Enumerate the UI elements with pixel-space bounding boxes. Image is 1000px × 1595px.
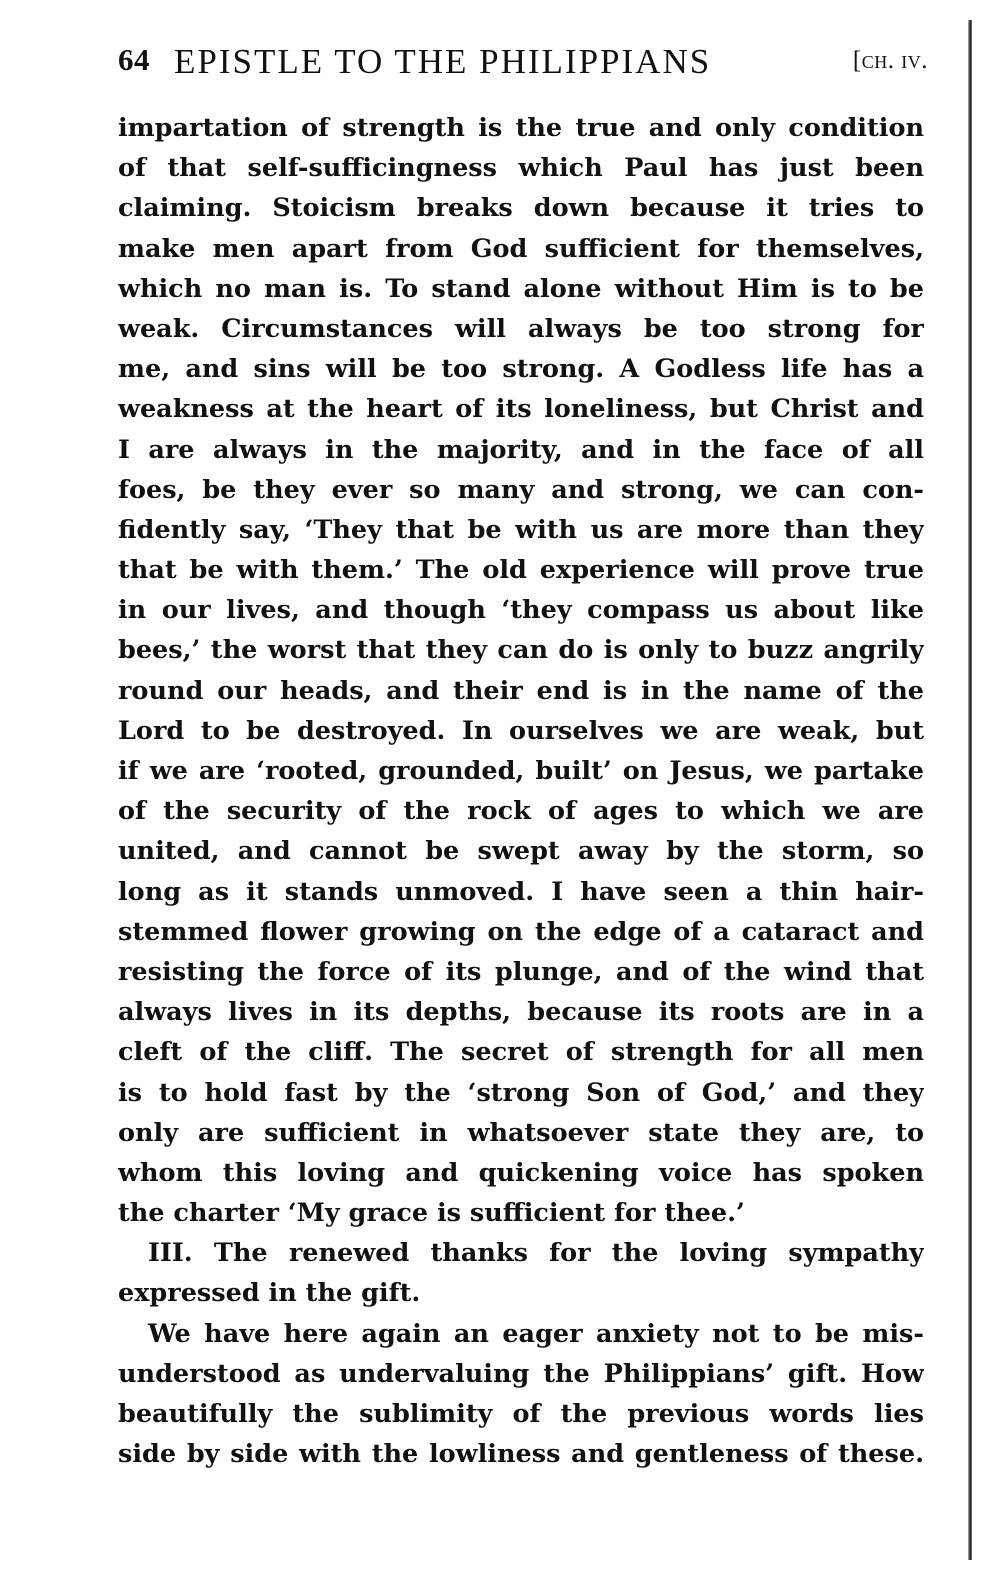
text-line: of the security of the rock of ages to which we are xyxy=(118,796,924,827)
text-line: long as it stands unmoved. I have seen a thin hair- xyxy=(118,876,924,907)
text-line: round our heads, and their end is in the name of the xyxy=(118,675,924,706)
text-line: stemmed flower growing on the edge of a cataract and xyxy=(118,916,924,947)
text-line: that be with them.’ The old experience will prove true xyxy=(118,555,924,586)
text-line: weakness at the heart of its loneliness, but Christ and xyxy=(118,394,924,425)
text-line: of that self-sufficingness which Paul has just been xyxy=(118,153,924,184)
page-edge-shadow xyxy=(968,20,972,1560)
text-line: always lives in its depths, because its roots are in a xyxy=(118,997,924,1028)
text-line: in our lives, and though ‘they compass us about like xyxy=(118,595,924,626)
paragraph-section-three xyxy=(118,1233,924,1313)
text-line: III. The renewed thanks for the loving sympathy xyxy=(148,1238,924,1269)
text-line: the charter ‘My grace is sufficient for thee.’ xyxy=(118,1198,745,1229)
text-line: is to hold fast by the ‘strong Son of God,’ and they xyxy=(118,1077,924,1108)
text-line: me, and sins will be too strong. A Godless life has a xyxy=(118,354,924,385)
running-header xyxy=(118,42,928,86)
text-line: I are always in the majority, and in the face of all xyxy=(118,434,924,465)
text-line: whom this loving and quickening voice has spoken xyxy=(118,1157,924,1188)
text-line: side by side with the lowliness and gentleness of these. xyxy=(118,1439,924,1470)
text-line: beautifully the sublimity of the previous words lies xyxy=(118,1399,924,1429)
running-title: EPISTLE TO THE PHILIPPIANS xyxy=(174,42,712,81)
text-line: fidently say, ‘They that be with us are more than they xyxy=(118,514,924,545)
text-line: if we are ‘rooted, grounded, built’ on Jesus, we partake xyxy=(118,756,924,786)
page-number: 64 xyxy=(118,42,150,77)
text-line: which no man is. To stand alone without Him is to be xyxy=(118,273,924,304)
text-line: cleft of the cliff. The secret of strength for all men xyxy=(118,1037,924,1068)
text-line: We have here again an eager anxiety not to be mis- xyxy=(148,1318,924,1349)
text-line: bees,’ the worst that they can do is only to buzz angrily xyxy=(118,635,924,666)
text-line: expressed in the gift. xyxy=(118,1278,421,1309)
text-line: weak. Circumstances will always be too strong for xyxy=(118,313,924,344)
text-line: foes, be they ever so many and strong, we can con- xyxy=(118,474,924,505)
text-line: only are sufficient in whatsoever state they are, to xyxy=(118,1117,924,1148)
text-line: united, and cannot be swept away by the storm, so xyxy=(118,836,924,867)
paragraph-gift xyxy=(118,1314,924,1475)
text-line: impartation of strength is the true and only condition xyxy=(118,113,924,143)
text-line: claiming. Stoicism breaks down because it tries to xyxy=(118,193,924,224)
text-line: make men apart from God sufficient for themselves, xyxy=(118,233,924,264)
body-text xyxy=(118,108,924,1474)
text-line: resisting the force of its plunge, and of the wind that xyxy=(118,956,924,987)
paragraph-strength xyxy=(118,108,924,1233)
text-line: understood as undervaluing the Philippians’ gift. How xyxy=(118,1358,924,1389)
chapter-reference: [ch. iv. xyxy=(852,47,928,74)
text-line: Lord to be destroyed. In ourselves we are weak, but xyxy=(118,715,924,746)
